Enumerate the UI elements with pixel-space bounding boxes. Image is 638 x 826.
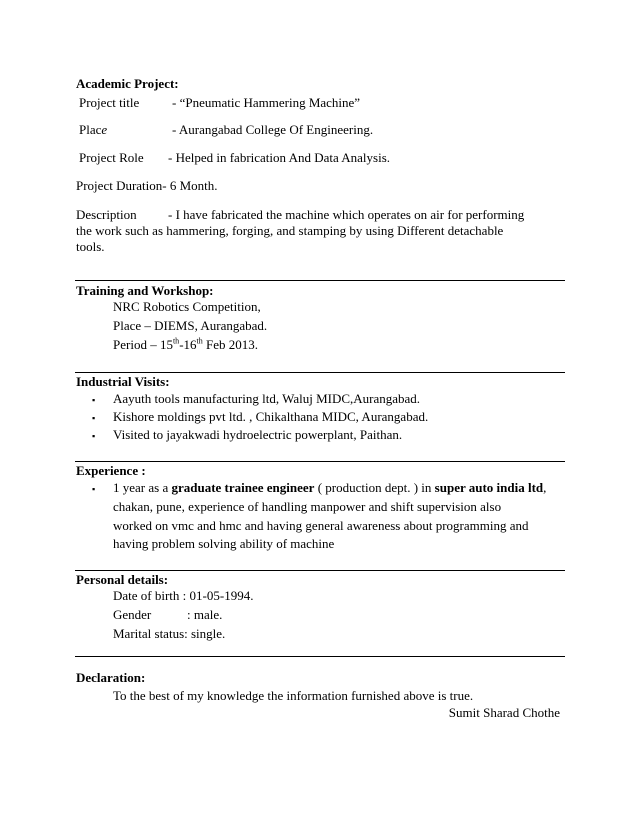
project-role-label: Project Role — [79, 150, 144, 165]
experience-line: chakan, pune, experience of handling manpower and shift supervision also — [113, 499, 502, 514]
project-title-value: - “Pneumatic Hammering Machine” — [172, 95, 361, 110]
personal-heading: Personal details: — [76, 572, 169, 587]
declaration-heading: Declaration: — [76, 670, 146, 685]
project-role-value: - Helped in fabrication And Data Analysis. — [168, 150, 391, 165]
experience-heading: Experience : — [76, 463, 146, 478]
academic-heading: Academic Project: — [76, 76, 179, 91]
training-line: NRC Robotics Competition, — [113, 299, 261, 314]
experience-line: 1 year as a graduate trainee engineer ( production dept. ) in super auto india ltd, — [113, 480, 547, 495]
list-item: Aayuth tools manufacturing ltd, Waluj MIDC,Aurangabad. — [113, 391, 421, 406]
description-label: Description — [76, 207, 137, 222]
project-place-value: - Aurangabad College Of Engineering. — [172, 122, 374, 137]
declaration-text: To the best of my knowledge the information furnished above is true. — [113, 688, 474, 703]
bullet-icon: ▪ — [92, 395, 96, 405]
gender-label: Gender — [113, 607, 152, 622]
experience-line: having problem solving ability of machine — [113, 536, 335, 551]
list-item: Visited to jayakwadi hydroelectric powerplant, Paithan. — [113, 427, 403, 442]
section-divider — [75, 656, 565, 657]
list-item: Kishore moldings pvt ltd. , Chikalthana MIDC, Aurangabad. — [113, 409, 429, 424]
project-title-label: Project title — [79, 95, 140, 110]
description-line: the work such as hammering, forging, and stamping by using Different detachable — [76, 223, 504, 238]
bullet-icon: ▪ — [92, 413, 96, 423]
training-heading: Training and Workshop: — [76, 283, 214, 298]
training-period: Period – 15th-16th Feb 2013. — [113, 336, 259, 352]
gender-value: : male. — [187, 607, 223, 622]
section-divider — [75, 461, 565, 462]
signature: Sumit Sharad Chothe — [448, 705, 560, 720]
bullet-icon: ▪ — [92, 484, 96, 494]
description-line: tools. — [76, 239, 105, 254]
project-place-label: Place — [79, 122, 108, 137]
bullet-icon: ▪ — [92, 431, 96, 441]
project-duration: Project Duration- 6 Month. — [76, 178, 218, 193]
description-line: - I have fabricated the machine which operates on air for performing — [168, 207, 525, 222]
experience-line: worked on vmc and hmc and having general awareness about programming and — [113, 518, 529, 533]
training-line: Place – DIEMS, Aurangabad. — [113, 318, 268, 333]
visits-heading: Industrial Visits: — [76, 374, 170, 389]
dob: Date of birth : 01-05-1994. — [113, 588, 254, 603]
marital-status: Marital status: single. — [113, 626, 226, 641]
